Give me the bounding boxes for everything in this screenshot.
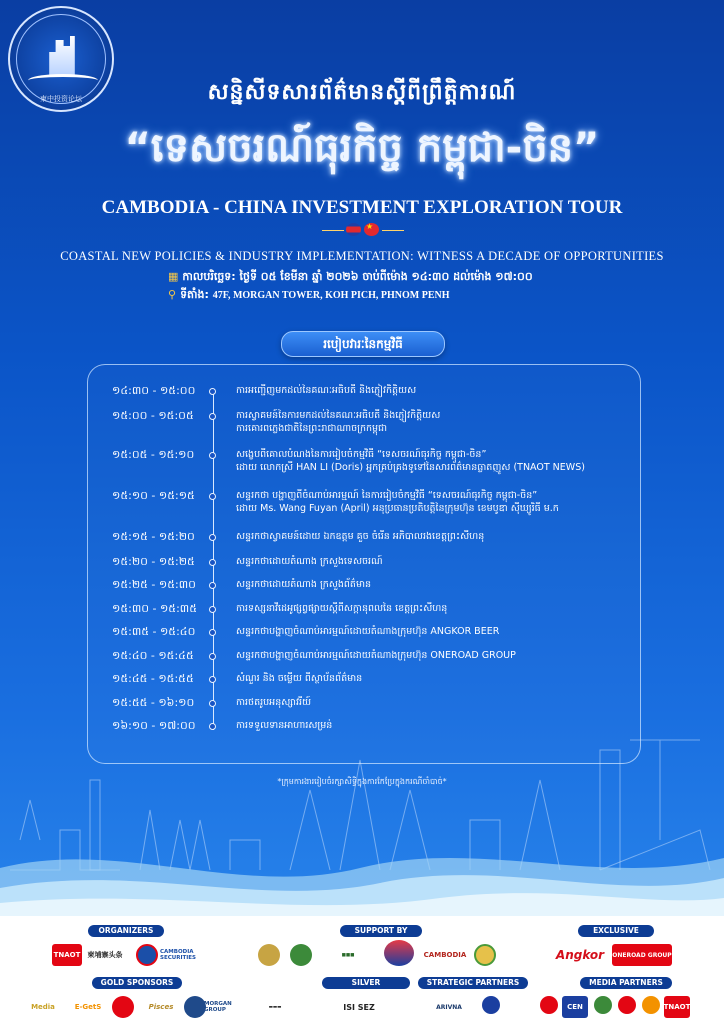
timeline-dot-icon	[209, 534, 216, 541]
cen-logo: CEN	[562, 996, 588, 1018]
agenda-time: ១៥:៣០ - ១៥:៣៥	[112, 602, 197, 615]
agenda-description	[236, 696, 636, 709]
subtitle: COASTAL NEW POLICIES & INDUSTRY IMPLEMENTATION: WITNESS A DECADE OF OPPORTUNITIES	[60, 249, 664, 263]
agenda-time: ១៥:៣៥ - ១៥:៤០	[112, 625, 196, 638]
mountain-logo-icon	[384, 940, 414, 966]
tnaot-logo: TNAOT	[52, 944, 82, 966]
egets-logo: E-GetS	[74, 1003, 102, 1011]
agenda-description	[236, 672, 636, 685]
silver-sponsor-tag: SILVER SPONSOR	[322, 977, 410, 989]
china-flag-icon	[364, 223, 379, 236]
agenda-line1: ការស្វាគមន៍នៃការមកដល់នៃគណៈអធិបតី និងភ្ញៀវកិត្តិយស	[236, 410, 441, 421]
agenda-line1: សន្ទរកថាស្វាគមន៍ដោយ ឯកឧត្តម គួច ចំរើន អភិបាលរងខេត្តព្រះសីហនុ	[236, 531, 485, 542]
timeline-dot-icon	[209, 452, 216, 459]
cambodia-securities-logo: CAMBODIA SECURITIES	[160, 949, 197, 961]
timeline-dot-icon	[209, 629, 216, 636]
morgan-icon	[184, 996, 206, 1018]
ministry-seal-2-icon	[290, 944, 312, 966]
ministry-seal-icon	[258, 944, 280, 966]
timeline-dot-icon	[209, 606, 216, 613]
partner-seal-icon	[474, 944, 496, 966]
khmer-title-line2: “ទេសចរណ៍ធុរកិច្ច កម្ពុជា-ចិន”	[124, 125, 600, 171]
date-line	[168, 270, 533, 286]
date-text: កាលបរិច្ឆេទ: ថ្ងៃទី ០៥ ខែមីនា ឆ្នាំ ២០២៦ ចាប់ពីម៉ោង ១៤:៣០ ដល់ម៉ោង ១៧:០០	[182, 270, 533, 283]
english-title: CAMBODIA - CHINA INVESTMENT EXPLORATION TOUR	[101, 197, 623, 218]
oneroad-logo: ONEROAD GROUP	[612, 944, 672, 966]
agenda-line1: សន្ទរកថាបង្ហាញចំណាប់អារម្មណ៍ដោយតំណាងក្រុមហ៊ុន ANGKOR BEER	[236, 626, 500, 637]
timeline-dot-icon	[209, 413, 216, 420]
location-pin-icon: ⚲	[168, 288, 177, 301]
agenda-time: ១៥:៥៥ - ១៦:១០	[112, 696, 195, 709]
media-partner-3-icon	[618, 996, 636, 1014]
agenda-line1: សន្ទរកថា បង្ហាញពីចំណាប់អារម្មណ៍ នៃការរៀបចំកម្មវិធី “ទេសចរណ៍ធុរកិច្ច កម្ពុជា-ចិន”	[236, 490, 538, 501]
location-label: ទីតាំង:	[180, 288, 209, 301]
strategic-partners-tag: STRATEGIC PARTNERS	[418, 977, 528, 989]
angkor-logo: Angkor	[555, 948, 605, 962]
media-partner-1-icon	[540, 996, 558, 1014]
wave-decoration	[0, 838, 724, 918]
organizers-tag: ORGANIZERS	[88, 925, 164, 937]
media-partners-tag: MEDIA PARTNERS	[580, 977, 672, 989]
sponsor-footer	[0, 916, 724, 1024]
agenda-line1: សំណួរ និង ចម្លើយ ពីស្ថាប័នព័ត៌មាន	[236, 673, 363, 684]
agenda-time: ១៥:២៥ - ១៥:៣០	[112, 578, 196, 591]
divider-line-left	[322, 230, 344, 231]
agenda-time: ១៥:០០ - ១៥:០៥	[112, 409, 194, 422]
calendar-icon: ▦	[168, 270, 179, 283]
timeline-dot-icon	[209, 559, 216, 566]
agenda-description	[236, 602, 636, 615]
timeline-dot-icon	[209, 582, 216, 589]
media-partner-2-icon	[594, 996, 612, 1014]
exclusive-tag: EXCLUSIVE	[578, 925, 654, 937]
morgan-logo: MORGAN GROUP	[204, 1001, 232, 1013]
timeline-dot-icon	[209, 388, 216, 395]
agenda-line1: សន្ទរកថាដោយតំណាង ក្រសួងព័ត៌មាន	[236, 579, 372, 590]
agenda-time: ១៥:០៥ - ១៥:១០	[112, 448, 195, 461]
agenda-description	[236, 578, 636, 591]
agenda-time: ១៥:២០ - ១៥:២៥	[112, 555, 195, 568]
timeline-dot-icon	[209, 676, 216, 683]
agenda-time: ១៤:៣០ - ១៥:០០	[112, 384, 196, 397]
agenda-line1: សន្ទរកថាបង្ហាញចំណាប់អារម្មណ៍ដោយតំណាងក្រុមហ៊ុន ONEROAD GROUP	[236, 650, 516, 661]
timeline-dot-icon	[209, 493, 216, 500]
divider-line-right	[382, 230, 404, 231]
cambodia-flag-icon	[346, 223, 361, 236]
agenda-time: ១៥:៤០ - ១៥:៤៥	[112, 649, 194, 662]
agenda-description	[236, 384, 636, 397]
arivna-logo: ARIVNA	[436, 1003, 462, 1011]
agenda-description	[236, 625, 636, 638]
agenda-line2: ដោយ លោកស្រី HAN LI (Doris) អ្នកគ្រប់គ្រងទូទៅនៃសារព័ត៌មានធ្លាតញូស (TNAOT NEWS)	[236, 462, 585, 473]
gold-sponsor-text-logo: ▬▬▬	[268, 1004, 282, 1010]
agenda-heading: របៀបវារៈនៃកម្មវិធី	[281, 331, 445, 357]
agenda-line1: សន្ទរកថាដោយតំណាង ក្រសួងទេសចរណ៍	[236, 556, 383, 567]
strategic-partner-icon	[482, 996, 500, 1014]
location-line	[168, 288, 450, 304]
flags-divider	[322, 221, 402, 241]
timeline-dot-icon	[209, 700, 216, 707]
support-association-logo: ■■■	[341, 952, 355, 958]
pisces-logo: Pisces	[148, 1003, 174, 1011]
timeline-dot-icon	[209, 653, 216, 660]
agenda-time: ១៥:១០ - ១៥:១៥	[112, 489, 195, 502]
agenda-time: ១៥:១៥ - ១៥:២០	[112, 530, 195, 543]
agenda-line1: ការទទួលទានអាហារសម្រន់	[236, 720, 333, 731]
khmer-title-line1: សន្និសីទសារព័ត៌មានស្តីពីព្រឹត្តិការណ៍	[207, 80, 517, 105]
cambodia-securities-icon	[136, 944, 158, 966]
agenda-description	[236, 448, 636, 474]
gold-sponsors-tag: GOLD SPONSORS	[92, 977, 182, 989]
agenda-line2: ដោយ Ms. Wang Fuyan (April) អនុប្រធានប្រតិបត្តិនៃក្រុមហ៊ុន ខេមបូឌា ស៊ីឃ្យូរិធី ម.ក	[236, 503, 559, 514]
agenda-description	[236, 489, 636, 515]
agenda-description	[236, 649, 636, 662]
agenda-line1: ការអញ្ជើញមកដល់នៃគណៈអធិបតី និងភ្ញៀវកិត្តិយស	[236, 385, 417, 396]
gold-sponsor-icon	[112, 996, 134, 1018]
agenda-description	[236, 409, 636, 435]
media-partner-4-icon	[642, 996, 660, 1014]
agenda-line1: សង្ខេបពីគោលបំណងនៃការរៀបចំកម្មវិធី “ទេសចរណ៍ធុរកិច្ច កម្ពុជា-ចិន”	[236, 449, 487, 460]
agenda-time: ១៥:៤៥ - ១៥:៥៥	[112, 672, 194, 685]
logo-chinese-text: 柬中投资论坛	[40, 95, 82, 103]
tnaot-chinese-logo: 柬埔寨头条	[87, 951, 123, 959]
tnaot-media-logo: TNAOT	[664, 996, 690, 1018]
agenda-line1: ការថតរូបអនុស្សាវរីយ៍	[236, 697, 312, 708]
media-gold-logo: Media	[31, 1003, 55, 1011]
agenda-time: ១៦:១០ - ១៧:០០	[112, 719, 196, 732]
isi-sez-logo: ISI SEZ	[343, 1002, 375, 1012]
agenda-description	[236, 530, 636, 543]
cambodia-logo: CAMBODIA	[423, 951, 467, 959]
disclaimer-note: *ក្រុមការងាររៀបចំរក្សាសិទ្ធិក្នុងការកែប្រែក្នុងករណីចាំបាច់*	[277, 777, 447, 786]
agenda-line1: ការទស្សនាវីដេអូផ្សព្វផ្សាយស្តីពីសក្តានុពលនៃ ខេត្តព្រះសីហនុ	[236, 603, 448, 614]
support-tag: SUPPORT BY	[340, 925, 422, 937]
agenda-description	[236, 555, 636, 568]
agenda-line2: ការគោរពភ្លេងជាតិនៃព្រះរាជាណាចក្រកម្ពុជា	[236, 423, 388, 434]
location-value: 47F, MORGAN TOWER, KOH PICH, PHNOM PENH	[212, 290, 450, 301]
